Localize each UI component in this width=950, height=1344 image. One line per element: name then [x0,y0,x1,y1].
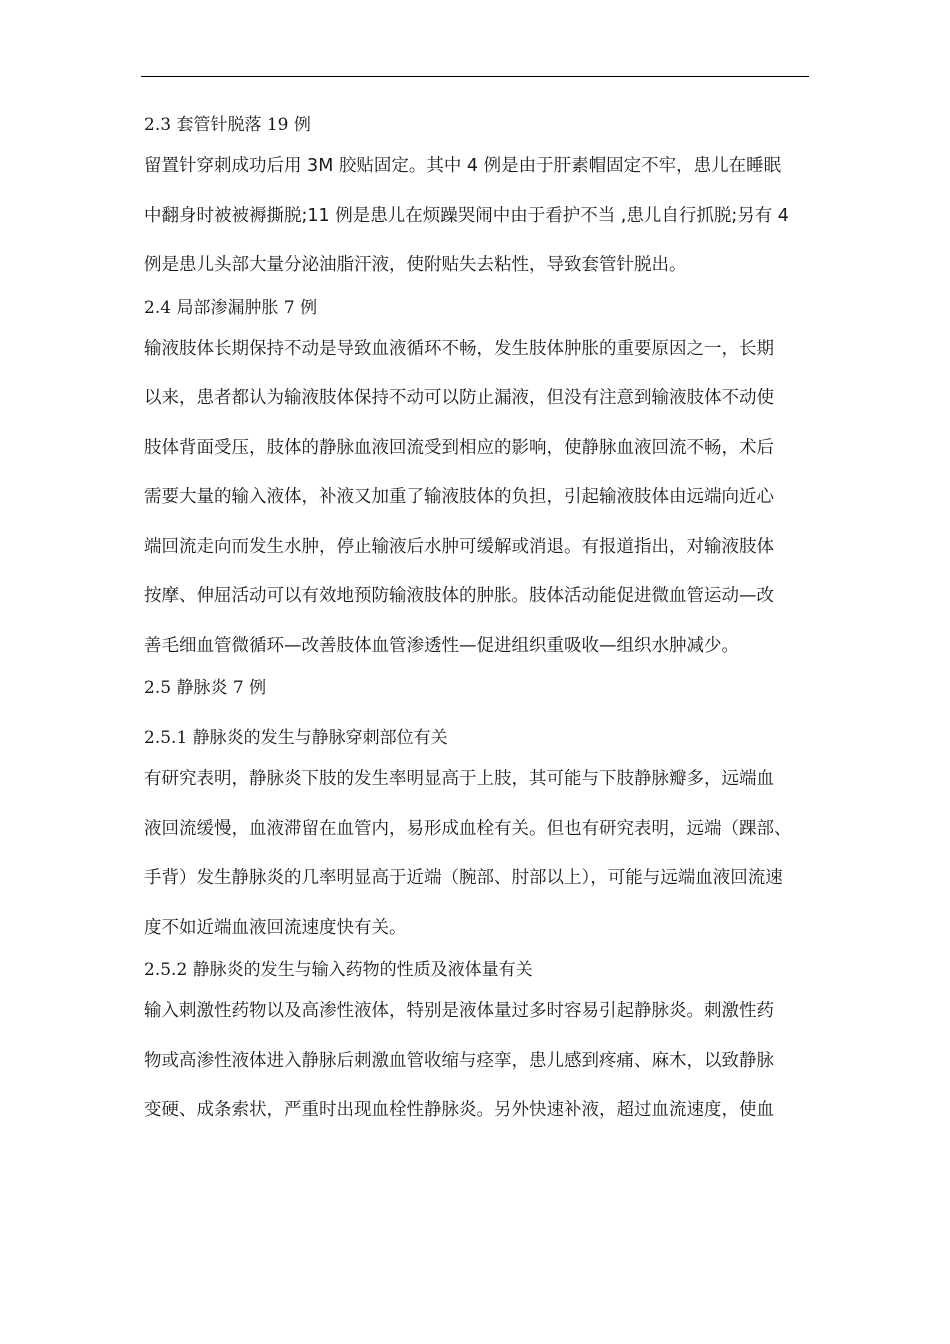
text-line: 度不如近端血液回流速度快有关。 [144,917,407,938]
text-line: 中翻身时被被褥撕脱;11 例是患儿在烦躁哭闹中由于看护不当 ,患儿自行抓脱;另有 4 [144,205,789,226]
text-line: 需要大量的输入液体，补液又加重了输液肢体的负担，引起输液肢体由远端向近心 [144,487,774,507]
text-line: 端回流走向而发生水肿，停止输液后水肿可缓解或消退。有报道指出，对输液肢体 [144,536,774,557]
section-2-4-paragraph [144,325,812,672]
section-2-3-paragraph [144,142,812,291]
text-line: 善毛细血管微循环—改善肢体血管渗透性—促进组织重吸收—组织水肿减少。 [144,635,739,656]
section-heading-2-3: 2.3 套管针脱落 19 例 [144,115,311,135]
text-line: 留置针穿刺成功后用 3M 胶贴固定。其中 4 例是由于肝素帽固定不牢，患儿在睡眠 [144,156,782,176]
text-line: 液回流缓慢，血液滞留在血管内，易形成血栓有关。但也有研究表明，远端（踝部、 [144,818,792,839]
text-line: 输入刺激性药物以及高渗性液体，特别是液体量过多时容易引起静脉炎。刺激性药 [144,1001,774,1021]
text-line: 例是患儿头部大量分泌油脂汗液，使附贴失去粘性，导致套管针脱出。 [144,255,687,275]
section-heading-2-4: 2.4 局部渗漏肿胀 7 例 [144,297,318,318]
text-line: 手背）发生静脉炎的几率明显高于近端（腕部、肘部以上），可能与远端血液回流速 [144,868,783,888]
text-line: 输液肢体长期保持不动是导致血液循环不畅，发生肢体肿胀的重要原因之一，长期 [144,338,774,359]
text-line: 肢体背面受压，肢体的静脉血液回流受到相应的影响，使静脉血液回流不畅，术后 [144,437,774,458]
section-heading-2-5: 2.5 静脉炎 7 例 [144,678,267,698]
text-line: 以来，患者都认为输液肢体保持不动可以防止漏液，但没有注意到输液肢体不动使 [144,388,774,408]
section-heading-2-5-1: 2.5.1 静脉炎的发生与静脉穿刺部位有关 [144,728,448,748]
header-rule [141,76,809,77]
text-line: 按摩、伸屈活动可以有效地预防输液肢体的肿胀。肢体活动能促进微血管运动—改 [144,586,774,606]
text-line: 有研究表明，静脉炎下肢的发生率明显高于上肢，其可能与下肢静脉瓣多，远端血 [144,769,774,789]
text-line: 物或高渗性液体进入静脉后刺激血管收缩与痉挛，患儿感到疼痛、麻木，以致静脉 [144,1050,774,1071]
text-line: 变硬、成条索状，严重时出现血栓性静脉炎。另外快速补液，超过血流速度，使血 [144,1100,774,1120]
document-body [144,108,812,1136]
section-2-5-1-paragraph [144,755,812,953]
section-2-5-2-paragraph [144,987,812,1136]
section-heading-2-5-2: 2.5.2 静脉炎的发生与输入药物的性质及液体量有关 [144,960,533,980]
